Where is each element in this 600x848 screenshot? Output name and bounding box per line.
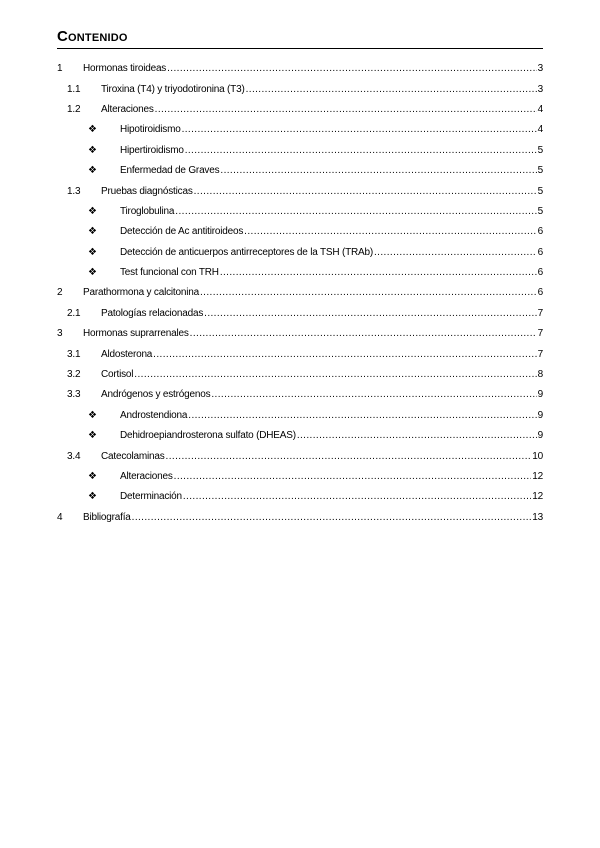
toc-entry[interactable] xyxy=(57,406,543,426)
toc-entry-label[interactable]: Hormonas tiroideas xyxy=(83,63,167,75)
toc-entry[interactable] xyxy=(57,243,543,263)
toc-entry[interactable] xyxy=(57,324,543,344)
toc-entry-number: 1.2 xyxy=(67,103,81,115)
toc-entry-page-number[interactable]: 7 xyxy=(537,348,543,360)
diamond-bullet-icon: ❖ xyxy=(88,491,97,503)
toc-entry-page-number[interactable]: 12 xyxy=(532,471,543,482)
toc-entry-page-number[interactable]: 7 xyxy=(537,328,543,340)
toc-entry-page-number[interactable]: 6 xyxy=(537,226,543,238)
dot-leader xyxy=(175,206,536,218)
toc-entry-page-number[interactable]: 5 xyxy=(537,144,543,156)
toc-entry-label[interactable]: Test funcional con TRH xyxy=(120,267,219,279)
diamond-bullet-icon: ❖ xyxy=(88,165,97,177)
diamond-bullet-icon: ❖ xyxy=(88,124,97,136)
toc-entry[interactable] xyxy=(57,304,543,324)
toc-entry-label[interactable]: Pruebas diagnósticas xyxy=(101,185,193,197)
toc-entry-number: 3.1 xyxy=(67,348,81,360)
toc-entry-page-number[interactable]: 4 xyxy=(537,103,543,115)
toc-entry-label[interactable]: Patologías relacionadas xyxy=(101,307,204,319)
toc-entry-label[interactable]: Detección de anticuerpos antirreceptores de la TSH (TRAb) xyxy=(120,246,373,258)
diamond-bullet-icon: ❖ xyxy=(88,144,97,156)
toc-entry-page-number[interactable]: 7 xyxy=(537,307,543,319)
toc-entry[interactable] xyxy=(57,222,543,242)
toc-entry-page-number[interactable]: 5 xyxy=(537,185,543,197)
diamond-bullet-icon: ❖ xyxy=(88,226,97,238)
dot-leader xyxy=(194,186,537,198)
toc-entry[interactable] xyxy=(57,385,543,405)
dot-leader xyxy=(153,349,536,361)
toc-entry-number: 1 xyxy=(57,63,63,75)
dot-leader xyxy=(132,512,532,524)
toc-entry[interactable] xyxy=(57,263,543,283)
dot-leader xyxy=(297,430,537,442)
toc-entry-number: 4 xyxy=(57,511,63,523)
dot-leader xyxy=(134,369,536,381)
toc-entry-label[interactable]: Andrógenos y estrógenos xyxy=(101,389,211,401)
toc-entry-page-number[interactable]: 10 xyxy=(532,450,543,462)
toc-entry[interactable] xyxy=(57,344,543,364)
toc-entry-page-number[interactable]: 13 xyxy=(532,511,543,523)
dot-leader xyxy=(204,308,536,320)
diamond-bullet-icon: ❖ xyxy=(88,471,97,482)
toc-title: Contenido xyxy=(57,28,128,45)
dot-leader xyxy=(220,267,537,279)
toc-entry-label[interactable]: Androstendiona xyxy=(120,409,188,421)
dot-leader xyxy=(166,451,532,463)
diamond-bullet-icon: ❖ xyxy=(88,246,97,258)
diamond-bullet-icon: ❖ xyxy=(88,409,97,421)
dot-leader xyxy=(183,491,531,503)
toc-entry-number: 2 xyxy=(57,287,63,299)
toc-entry[interactable] xyxy=(57,365,543,385)
dot-leader xyxy=(167,63,537,75)
dot-leader xyxy=(190,328,537,340)
toc-entry-page-number[interactable]: 3 xyxy=(537,63,543,75)
toc-entry-label[interactable]: Bibliografía xyxy=(83,511,131,523)
dot-leader xyxy=(155,104,537,116)
toc-entry-page-number[interactable]: 5 xyxy=(537,165,543,177)
toc-entry-page-number[interactable]: 3 xyxy=(537,83,543,95)
toc-entry-page-number[interactable]: 6 xyxy=(537,287,543,299)
toc-entry-page-number[interactable]: 9 xyxy=(537,430,543,442)
diamond-bullet-icon: ❖ xyxy=(88,267,97,279)
toc-entry-number: 3 xyxy=(57,328,63,340)
dot-leader xyxy=(185,145,537,157)
title-divider xyxy=(57,48,543,49)
dot-leader xyxy=(246,84,537,96)
dot-leader xyxy=(211,389,536,401)
toc-entry[interactable] xyxy=(57,446,543,466)
dot-leader xyxy=(174,471,532,483)
toc-entry-number: 3.2 xyxy=(67,369,81,381)
toc-entry[interactable] xyxy=(57,181,543,201)
toc-entry[interactable] xyxy=(57,487,543,507)
toc-entry-label[interactable]: Tiroglobulina xyxy=(120,205,175,217)
toc-entry-page-number[interactable]: 8 xyxy=(537,369,543,381)
toc-entry-label[interactable]: Tiroxina (T4) y triyodotironina (T3) xyxy=(101,83,245,95)
toc-entry-label[interactable]: Alteraciones xyxy=(120,471,173,482)
toc-entry-page-number[interactable]: 12 xyxy=(532,491,543,503)
toc-entry-page-number[interactable]: 6 xyxy=(537,246,543,258)
dot-leader xyxy=(182,124,537,136)
toc-entry-label[interactable]: Enfermedad de Graves xyxy=(120,165,220,177)
toc-entry[interactable] xyxy=(57,141,543,161)
toc-entry-page-number[interactable]: 9 xyxy=(537,389,543,401)
dot-leader xyxy=(220,165,536,177)
toc-entry-label[interactable]: Catecolaminas xyxy=(101,450,165,462)
toc-entry[interactable] xyxy=(57,202,543,222)
toc-entry-label[interactable]: Parathormona y calcitonina xyxy=(83,287,199,299)
toc-entry[interactable] xyxy=(57,79,543,99)
toc-entry[interactable] xyxy=(57,508,543,528)
toc-entry-label[interactable]: Dehidroepiandrosterona sulfato (DHEAS) xyxy=(120,430,296,442)
toc-entry[interactable] xyxy=(57,283,543,303)
toc-entry-label[interactable]: Aldosterona xyxy=(101,348,153,360)
toc-entry-number: 3.3 xyxy=(67,389,81,401)
toc-entry-number: 1.3 xyxy=(67,185,81,197)
dot-leader xyxy=(200,287,537,299)
toc-entry[interactable] xyxy=(57,120,543,140)
toc-entry-number: 3.4 xyxy=(67,450,81,462)
toc-entry-label[interactable]: Determinación xyxy=(120,491,182,503)
toc-entry-label[interactable]: Hipertiroidismo xyxy=(120,144,184,156)
dot-leader xyxy=(374,247,537,259)
toc-entry-label[interactable]: Detección de Ac antitiroideos xyxy=(120,226,244,238)
toc-entry[interactable] xyxy=(57,467,543,487)
toc-entry-page-number[interactable]: 5 xyxy=(537,205,543,217)
toc-entry-label[interactable]: Hipotiroidismo xyxy=(120,124,181,136)
toc-entry-label[interactable]: Hormonas suprarrenales xyxy=(83,328,189,340)
toc-entry-label[interactable]: Alteraciones xyxy=(101,103,154,115)
toc-entry[interactable] xyxy=(57,161,543,181)
toc-entry[interactable] xyxy=(57,100,543,120)
toc-entry-number: 2.1 xyxy=(67,307,81,319)
toc-entry-label[interactable]: Cortisol xyxy=(101,369,134,381)
toc-entry[interactable] xyxy=(57,426,543,446)
toc-entry-page-number[interactable]: 4 xyxy=(537,124,543,136)
toc-entry-number: 1.1 xyxy=(67,83,81,95)
dot-leader xyxy=(188,410,536,422)
diamond-bullet-icon: ❖ xyxy=(88,205,97,217)
dot-leader xyxy=(244,226,536,238)
toc-entry-page-number[interactable]: 9 xyxy=(537,409,543,421)
toc-entry-page-number[interactable]: 6 xyxy=(537,267,543,279)
diamond-bullet-icon: ❖ xyxy=(88,430,97,442)
toc-list xyxy=(57,59,543,528)
toc-entry[interactable] xyxy=(57,59,543,79)
